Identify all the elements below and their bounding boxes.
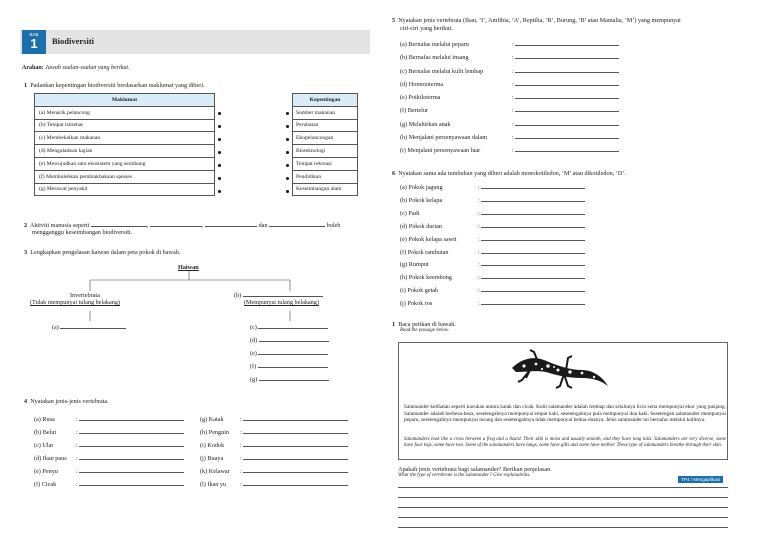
answer-line[interactable] [398,517,728,518]
instruction [22,65,130,71]
q4-item-label: (c) Ular [34,442,54,449]
salamander-illustration [508,346,612,396]
q1-prompt [24,82,205,89]
q5-item: (e) Poikiloterma : [400,91,619,104]
q3-b-blank[interactable] [243,296,323,297]
answer-line[interactable] [398,487,728,488]
q5-item: (g) Melahirkan anak : [400,118,619,131]
q2-comma: , [146,222,149,229]
q4-right-list [200,413,348,491]
q5-text-cont: ciri-ciri yang berikut. [400,25,453,32]
q1-number: 1 [24,82,28,89]
q3-g [250,376,329,383]
chapter-title: Biodiversiti [52,36,95,46]
q3-b [234,292,323,299]
q5-item-label: (i) Menjalani persenyawaan luar [400,147,481,155]
q6-item: (h) Pokok keembong : [400,272,585,285]
q5-list [400,38,619,158]
q4-blank[interactable] [243,433,348,434]
q3-d-label: (d) [250,337,258,344]
q5-item-label: (a) Bernafas melalui peparu [400,41,469,48]
q1-right-dot[interactable] [286,151,289,154]
q6-blank[interactable] [481,227,585,228]
q5-item-label: (c) Bernafas melalui kulit lembap [400,67,484,75]
q4-blank[interactable] [79,446,184,447]
q4-blank[interactable] [79,420,184,421]
q5-blank[interactable] [515,138,619,139]
q1-left-dot[interactable] [218,112,221,115]
q5-blank[interactable] [515,98,619,99]
q6-item: (i) Pokok getah : [400,285,585,298]
q6-blank[interactable] [481,278,585,279]
q4-number: 4 [24,398,28,405]
q3-number: 3 [24,249,28,256]
q6-item: (b) Pokok kelapa : [400,195,585,208]
q4-item: (a) Rusa : [34,413,184,426]
q5-prompt [392,17,752,33]
q2-comma: , [201,222,204,229]
answer-line[interactable] [398,497,728,498]
q6-blank[interactable] [481,240,585,241]
q3-g-label: (g) [250,376,258,383]
q2-blank[interactable] [269,226,325,227]
q4-item-label: (f) Cicak [34,481,57,488]
q6-item-label: (e) Pokok kelapa sawit [400,235,457,243]
q4-prompt [24,398,109,405]
q1-left-item: (b) Tempat istirehat [35,119,215,132]
q4-item-label: (l) Ikan yu [200,481,227,488]
instruction-label: Arahan: [22,65,44,71]
q6-list [400,182,585,311]
q1-right-item: Tempat rekreasi [293,157,358,170]
q4-item: (g) Katak : [200,413,348,426]
q4-item-label: (i) Kodok [200,442,225,449]
q6-text: Nyatakan sama ada tumbuhan yang diberi adalah monokotiledon, ‘M’ atau dikotiledon, ‘D’. [398,170,626,177]
q6-item: (a) Pokok jagung : [400,182,585,195]
q6-item-label: (d) Pokok durian [400,222,442,230]
q3-b-label: (b) [234,292,242,299]
q3-f-label: (f) [250,363,257,370]
chapter-bab-label: BAB [29,32,39,37]
q5-text: Nyatakan jenis vertebrata (Ikan, ‘I’, Amfibia, ‘A’, Reptilia, ‘R’, Burung, ‘B’ atau Mamalia, ‘M’) yang mempunyai [398,17,681,24]
chapter-badge [22,30,46,54]
q7-question-ms: Apakah jenis vertebrata bagi salamander? Berikan penjelasan. [398,466,552,473]
q6-blank[interactable] [481,188,585,189]
q4-item: (j) Buaya : [200,452,348,465]
q5-item-label: (d) Homoioterma [400,80,444,88]
q3-a-blank[interactable] [60,328,126,329]
q4-blank[interactable] [79,472,184,473]
q3-c [250,324,328,331]
q6-blank[interactable] [481,291,585,292]
q4-blank[interactable] [243,459,348,460]
q1-left-item: (g) Merawat penyakit [35,183,215,196]
q3-e-blank[interactable] [258,354,328,355]
q3-e [250,350,328,357]
q3-d-blank[interactable] [259,341,329,342]
answer-line[interactable] [398,527,728,528]
q5-item-label: (g) Melahirkan anak [400,120,451,128]
q5-item: (h) Menjalani persenyawaan dalam : [400,131,619,144]
q1-right-dot[interactable] [286,125,289,128]
q4-blank[interactable] [243,485,348,486]
q1-right-item: Perubatan [293,119,358,132]
q4-blank[interactable] [79,459,184,460]
q5-blank[interactable] [515,58,619,59]
q4-blank[interactable] [243,472,348,473]
q4-text: Nyatakan jenis-jenis vertebrata. [30,398,109,405]
q2-blank[interactable] [91,226,147,227]
q1-left-item: (d) Mengalankan kajian [35,145,215,158]
q6-blank[interactable] [481,214,585,215]
q1-left-item: (a) Menarik pelancong [35,106,215,119]
q1-right-dot[interactable] [286,112,289,115]
q5-item-label: (b) Bernafas melalui insang [400,54,469,62]
chapter-number: 1 [30,36,38,51]
q2-prompt [24,222,374,229]
passage-ms: Salamander kelihatan seperti kacukan antara katak dan cicak. Kulit salamander adalah lembap dan selalunya licin serta mempunyai ekor yang panjang. Salamander adalah berbeza-beza, sesetengahnya mempunyai empat kaki, sesetengahnya pula mempunyai dua kaki. Sesetengah salamander mempunyai peparu, sesetengahnya mempunyai insang dan sesetengahnya tidak mempunyai kedua-duanya. Jenis salamander ini bernafas melalui kulitnya. [404,404,726,424]
q1-right-header: Kepentingan [293,94,358,107]
q3-prompt [24,249,180,256]
q1-left-item: (e) Mewujudkan satu ekosistem yang seimbang [35,157,215,170]
q1-left-header: Maklumat [35,94,215,107]
q1-left-dot[interactable] [218,164,221,167]
q5-blank[interactable] [515,125,619,126]
q4-blank[interactable] [79,485,184,486]
q6-item-label: (j) Pokok ros [400,300,433,308]
q3-g-blank[interactable] [259,380,329,381]
q7-text: Baca petikan di bawah. [398,321,456,328]
q4-item-label: (a) Rusa [34,416,55,423]
q6-blank[interactable] [481,201,585,202]
q2-text-cont: mengganggu keseimbangan biodiversiti. [32,229,133,236]
q4-item-label: (j) Buaya [200,455,224,462]
q6-item: (j) Pokok ros : [400,298,585,311]
answer-line[interactable] [398,507,728,508]
q3-invertebrata-desc: (Tidak mempunyai tulang belakang) [30,299,120,306]
q4-blank[interactable] [243,446,348,447]
q1-right-item: Sumber makanan [293,106,358,119]
q5-blank[interactable] [515,111,619,112]
q7-question-en: What the type of vertebrate is the salamander? Give explanations. [398,473,531,478]
q6-item: (d) Pokok durian : [400,221,585,234]
q6-item-label: (g) Rumput [400,261,429,269]
q1-right-dot[interactable] [286,138,289,141]
q5-item: (d) Homoioterma : [400,78,619,91]
q1-left-dot[interactable] [218,125,221,128]
q4-item: (c) Ular : [34,439,184,452]
q1-left-dot[interactable] [218,138,221,141]
q4-blank[interactable] [243,420,348,421]
q2-text: boleh [326,222,341,229]
q4-item-label: (e) Penyu [34,468,58,475]
q4-item-label: (b) Belut [34,429,57,436]
q3-c-blank[interactable] [258,328,328,329]
q1-kepentingan-table [292,93,358,196]
q4-item: (e) Penyu : [34,465,184,478]
q3-invertebrata: Invertebrata [70,292,100,299]
q5-item-label: (e) Poikiloterma [400,94,441,102]
q1-right-dot[interactable] [286,164,289,167]
q2-text: Aktiviti manusia seperti [29,222,90,229]
q7-prompt [392,321,456,328]
q2-blank[interactable] [205,226,257,227]
q6-item: (f) Pokok rambutan : [400,247,585,260]
q4-item: (f) Cicak : [34,478,184,491]
q5-item-label: (h) Menjalani persenyawaan dalam [400,134,488,142]
q6-blank[interactable] [481,265,585,266]
q1-right-item: Ekopelancongan [293,132,358,145]
q4-item: (b) Belut : [34,426,184,439]
q5-item: (i) Menjalani persenyawaan luar : [400,144,619,157]
q4-item: (l) Ikan yu : [200,478,348,491]
q1-maklumat-table [34,93,215,196]
q6-item-label: (h) Pokok keembong [400,274,452,282]
q6-item-label: (i) Pokok getah [400,287,439,295]
q6-prompt [392,170,626,177]
q1-left-dot[interactable] [218,177,221,180]
q6-item: (g) Rumput : [400,259,585,272]
q6-number: 6 [392,170,396,177]
q3-d [250,337,329,344]
q5-blank[interactable] [515,85,619,86]
q3-f [250,363,328,370]
q1-left-item: (c) Membekalkan makanan [35,132,215,145]
q4-left-list [34,413,184,491]
q6-blank[interactable] [481,304,585,305]
q5-item: (f) Bertelur : [400,104,619,117]
q1-right-dot[interactable] [286,190,289,193]
q3-f-blank[interactable] [258,367,328,368]
q4-item-label: (g) Katak [200,416,224,423]
q4-item: (i) Kodok : [200,439,348,452]
q7-text-en: Read the passage below. [400,328,450,333]
q3-a-label: (a) [52,324,59,331]
q7-number: 1 [392,321,396,328]
q2-blank[interactable] [150,226,202,227]
q6-blank[interactable] [481,253,585,254]
q5-blank[interactable] [515,151,619,152]
q1-left-dot[interactable] [218,151,221,154]
q1-right-item: Pendidikan [293,170,358,183]
q1-left-item: (f) Membolehkan pembiakbakaan spesies [35,170,215,183]
q2-and: dan [258,222,268,229]
q4-item: (h) Penguin : [200,426,348,439]
q6-item-label: (b) Pokok kelapa [400,196,443,204]
q6-item: (c) Padi : [400,208,585,221]
q1-right-dot[interactable] [286,177,289,180]
q5-item: (c) Bernafas melalui kulit lembap : [400,65,619,78]
tp-badge: TP4 / Mengaplikasi [678,476,723,483]
q4-item: (d) Ikan paus : [34,452,184,465]
q4-item-label: (k) Kelawar [200,468,230,475]
q5-item: (b) Bernafas melalui insang : [400,51,619,64]
q6-item: (e) Pokok kelapa sawit : [400,234,585,247]
q3-root: Haiwan [178,264,199,271]
q3-c-label: (c) [250,324,257,331]
q1-right-item: Keseimbangan alam [293,183,358,196]
q1-text: Padankan kepentingan biodiversiti berdasarkan maklumat yang diberi. [30,82,205,89]
q4-blank[interactable] [79,433,184,434]
q5-blank[interactable] [515,72,619,73]
q3-a [52,324,126,331]
q5-item-label: (f) Bertelur [400,107,429,115]
q1-left-dot[interactable] [218,190,221,193]
q6-item-label: (a) Pokok jagung [400,184,443,191]
q5-number: 5 [392,17,396,24]
q4-item-label: (d) Ikan paus [34,455,67,462]
q5-blank[interactable] [515,45,619,46]
q3-e-label: (e) [250,350,257,357]
q3-vertebrata-desc: (Mempunyai tulang belakang) [244,299,319,306]
instruction-text: Jawab soalan-soalan yang berikut. [45,65,130,71]
q2-number: 2 [24,222,28,229]
q5-item: (a) Bernafas melalui peparu : [400,38,619,51]
passage-en: Salamanders look like a cross between a frog and a lizard. Their skin is moist and usually smooth, and they have long tails. Salamanders are very diverse, some have four legs, some have two. Some of the salamanders have lungs, some have gills and some have neither. These type of salamanders breathe through their skin. [404,437,726,449]
q4-item-label: (h) Penguin [200,429,230,436]
q3-text: Lengkapkan pengelasan haiwan dalam peta pokok di bawah. [30,249,181,256]
q6-item-label: (f) Pokok rambutan [400,248,449,256]
q4-item: (k) Kelawar : [200,465,348,478]
q6-item-label: (c) Padi [400,209,420,217]
q1-right-item: Bioteknologi [293,145,358,158]
